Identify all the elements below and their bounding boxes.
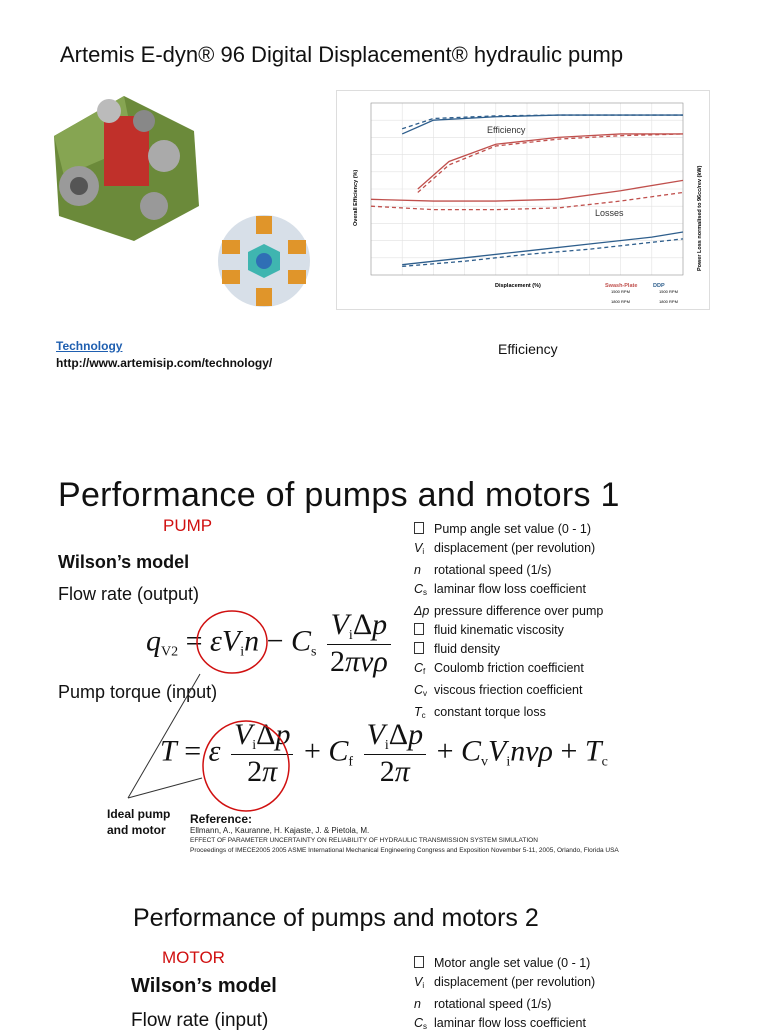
symbol: n (414, 997, 421, 1011)
ideal-arrows (120, 660, 240, 800)
chart-ylabel: Overall Efficiency (%) (353, 169, 359, 226)
chart-legend-entry-1: 1500 RPM (611, 289, 630, 294)
missing-glyph-icon (414, 956, 424, 968)
symbol-desc: Motor angle set value (0 - 1) (434, 956, 591, 970)
symbol: C (414, 582, 424, 596)
pump-model-heading: Wilson’s model (58, 552, 190, 572)
technology-url[interactable]: http://www.artemisip.com/technology/ (56, 356, 273, 370)
missing-glyph-icon (414, 623, 424, 635)
chart-annotation-efficiency: Efficiency (487, 125, 526, 135)
motor-model-heading: Wilson’s model (131, 975, 277, 997)
torque-equation: T = ε $\frac{V_i\Delta p}{2\pi}$ + $C_f$ $\frac{V_i\Delta p}{2\pi}$ + $C_vV_in\nu\rho + T_c$ (160, 718, 608, 788)
symbol-row (414, 602, 603, 621)
chart-legend-entry-3: 1800 RPM (611, 299, 630, 304)
symbol-desc: fluid kinematic viscosity (434, 623, 564, 637)
symbol-row (414, 561, 603, 580)
symbol-desc: fluid density (434, 642, 501, 656)
symbol-desc: pressure difference over pump (434, 604, 604, 618)
flow-rate-equation: $q_{V2} = \varepsilon V_in - C_s$ $\frac{V_i\Delta p}{\text{2πνρ}}$ (146, 608, 394, 679)
symbol-row (414, 580, 603, 602)
reference-heading: Reference: (190, 812, 253, 826)
pump-symbol-list (414, 520, 603, 725)
slide1-title: Artemis E-dyn® 96 Digital Displacement® hydraulic pump (60, 42, 624, 67)
reference-block (190, 812, 619, 856)
chart-series-line (418, 134, 683, 192)
ideal-label (107, 806, 170, 838)
symbol-sub: c (421, 711, 426, 720)
symbol-desc: laminar flow loss coefficient (434, 582, 586, 596)
symbol-desc: rotational speed (1/s) (434, 563, 552, 577)
chart-legend-entry-2: 1500 RPM (659, 289, 678, 294)
pump-photo (34, 76, 214, 246)
symbol: T (414, 705, 422, 719)
flow-rate-label: Flow rate (output) (58, 584, 200, 604)
symbol-sub: s (423, 1022, 428, 1031)
symbol-row (414, 539, 603, 561)
symbol-sub: f (423, 667, 426, 676)
chart-legend-ddp: DDP (653, 283, 665, 289)
symbol-row (414, 973, 595, 995)
symbol: n (414, 563, 421, 577)
reference-proceedings: Proceedings of IMECE2005 2005 ASME International Mechanical Engineering Congress and Exposition November 5-11, 2005, Orlando, Florida USA (190, 847, 619, 854)
pump-torque-label: Pump torque (input) (58, 682, 218, 702)
rotor-diagram (216, 212, 312, 310)
motor-flow-label: Flow rate (input) (131, 1010, 269, 1031)
technology-link[interactable]: Technology (56, 339, 123, 353)
symbol-sub: i (422, 981, 425, 990)
symbol-row (414, 681, 603, 703)
reference-authors: Ellmann, A., Kauranne, H. Kajaste, J. & Pietola, M. (190, 826, 370, 835)
symbol-sub: v (423, 689, 428, 698)
reference-title: EFFECT OF PARAMETER UNCERTAINTY ON RELIABILITY OF HYDRAULIC TRANSMISSION SYSTEM SIMULATION (190, 837, 538, 844)
symbol-row (414, 640, 603, 659)
symbol-desc: displacement (per revolution) (434, 975, 596, 989)
symbol-row (414, 520, 603, 539)
symbol-desc: constant torque loss (434, 705, 546, 719)
symbol-row (414, 954, 595, 973)
symbol: C (414, 683, 424, 697)
symbol-desc: rotational speed (1/s) (434, 997, 552, 1011)
chart-annotation-losses: Losses (595, 208, 624, 218)
motor-label: MOTOR (162, 948, 225, 967)
symbol-desc: laminar flow loss coefficient (434, 1016, 586, 1030)
chart-y2label: Power Loss normalised to 96cc/rev (kW) (697, 165, 703, 271)
symbol-row (414, 1014, 595, 1036)
symbol: C (414, 661, 424, 675)
slide2-title: Performance of pumps and motors 1 (58, 476, 620, 514)
symbol-desc: Coulomb friction coefficient (434, 661, 584, 675)
symbol-sub: s (423, 588, 428, 597)
symbol-desc: Pump angle set value (0 - 1) (434, 522, 592, 536)
missing-glyph-icon (414, 522, 424, 534)
ideal-label-line2: and motor (107, 823, 166, 837)
symbol-row (414, 659, 603, 681)
ideal-label-line1: Ideal pump (107, 807, 171, 821)
symbol-desc: viscous friection coefficient (434, 683, 583, 697)
efficiency-chart-svg (337, 91, 709, 309)
missing-glyph-icon (414, 642, 424, 654)
symbol: Δp (414, 604, 430, 618)
chart-series-line (402, 232, 683, 265)
symbol-row (414, 621, 603, 640)
slide3-title: Performance of pumps and motors 2 (133, 904, 539, 932)
symbol-row (414, 995, 595, 1014)
symbol: V (414, 541, 423, 555)
symbol-desc: displacement (per revolution) (434, 541, 596, 555)
efficiency-chart (336, 90, 710, 310)
chart-caption: Efficiency (498, 341, 558, 357)
symbol-sub: i (422, 547, 425, 556)
chart-xlabel: Displacement (%) (495, 283, 541, 289)
chart-legend-swash: Swash-Plate (605, 283, 638, 289)
chart-legend-entry-4: 1800 RPM (659, 299, 678, 304)
symbol: C (414, 1016, 424, 1030)
chart-series-line (402, 115, 683, 129)
pump-label: PUMP (163, 516, 213, 535)
symbol: V (414, 975, 423, 989)
chart-series-line (402, 239, 683, 267)
